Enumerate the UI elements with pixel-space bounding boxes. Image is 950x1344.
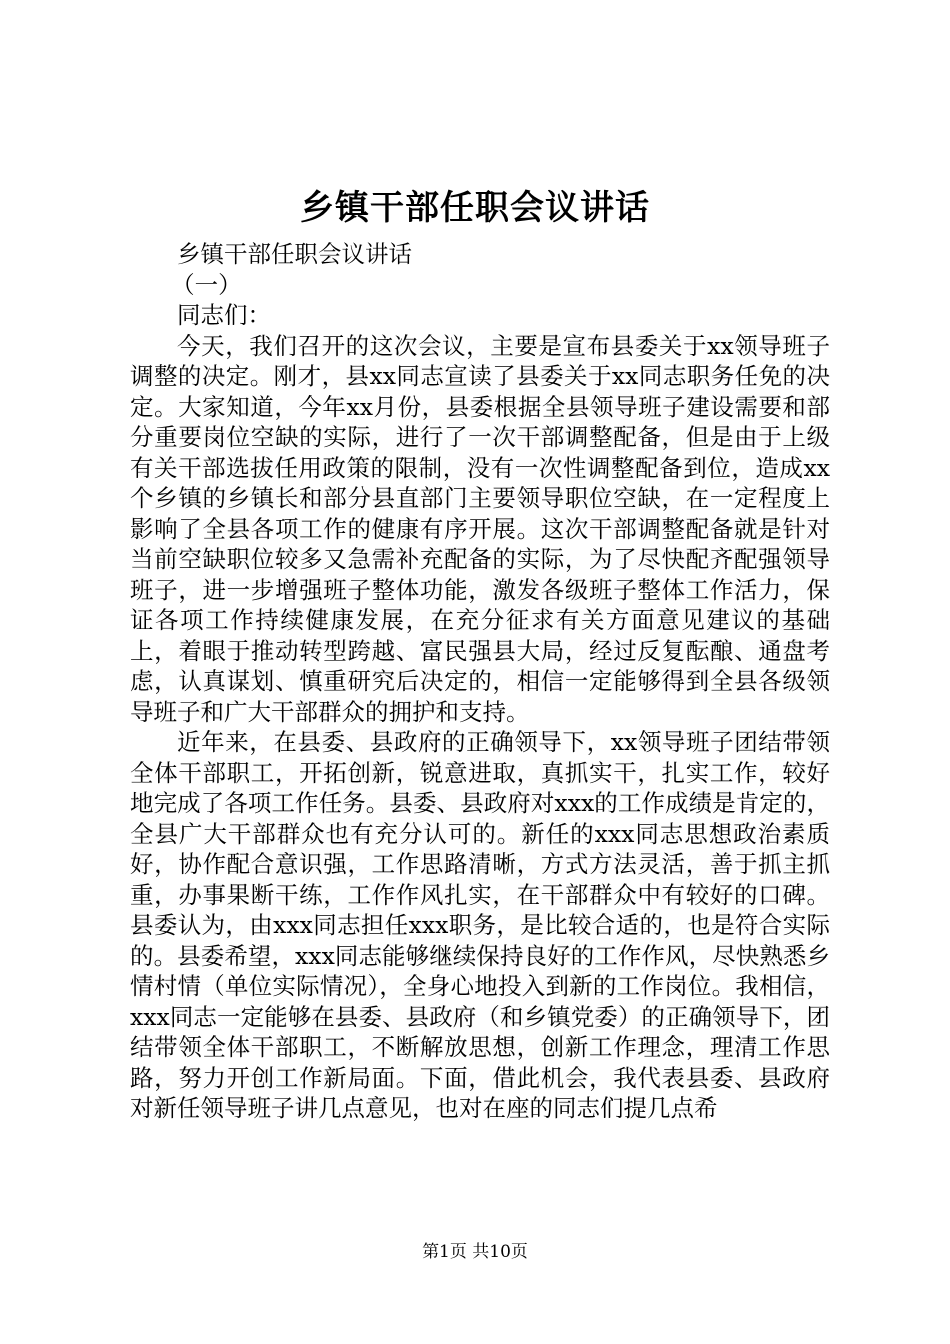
page-footer: 第1页 共10页 [422,1242,528,1262]
document-title: 乡镇干部任职会议讲话 [300,188,650,228]
document-body [130,239,830,1124]
paragraph-2: 近年来，在县委、县政府的正确领导下，xx领导班子团结带领全体干部职工，开拓创新，锐意进取，真抓实干，扎实工作，较好地完成了各项工作任务。县委、县政府对xxx的工作成绩是肯定的，全县广大干部群众也有充分认可的。新任的xxx同志思想政治素质好，协作配合意识强，工作思路清晰，方式方法灵活，善于抓主抓重，办事果断干练，工作作风扎实，在干部群众中有较好的口碑。县委认为，由xxx同志担任xxx职务，是比较合适的，也是符合实际的。县委希望，xxx同志能够继续保持良好的工作作风，尽快熟悉乡情村情（单位实际情况），全身心地投入到新的工作岗位。我相信，xxx同志一定能够在县委、县政府（和乡镇党委）的正确领导下，团结带领全体干部职工，不断解放思想，创新工作理念，理清工作思路，努力开创工作新局面。下面，借此机会，我代表县委、县政府对新任领导班子讲几点意见，也对在座的同志们提几点希 [130,728,830,1122]
greeting-line: 同志们： [177,301,271,329]
section-mark: （一） [171,270,242,299]
paragraph-1: 今天，我们召开的这次会议，主要是宣布县委关于xx领导班子调整的决定。刚才，县xx同志宣读了县委关于xx同志职务任免的决定。大家知道，今年xx月份，县委根据全县领导班子建设需要和部分重要岗位空缺的实际，进行了一次干部调整配备，但是由于上级有关干部选拔任用政策的限制，没有一次性调整配备到位，造成xx个乡镇的乡镇长和部分县直部门主要领导职位空缺，在一定程度上影响了全县各项工作的健康有序开展。这次干部调整配备就是针对当前空缺职位较多又急需补充配备的实际，为了尽快配齐配强领导班子，进一步增强班子整体功能，激发各级班子整体工作活力，保证各项工作持续健康发展，在充分征求有关方面意见建议的基础上，着眼于推动转型跨越、富民强县大局，经过反复酝酿、通盘考虑，认真谋划、慎重研究后决定的，相信一定能够得到全县各级领导班子和广大干部群众的拥护和支持。 [130,331,830,726]
subtitle-line: 乡镇干部任职会议讲话 [177,240,412,268]
